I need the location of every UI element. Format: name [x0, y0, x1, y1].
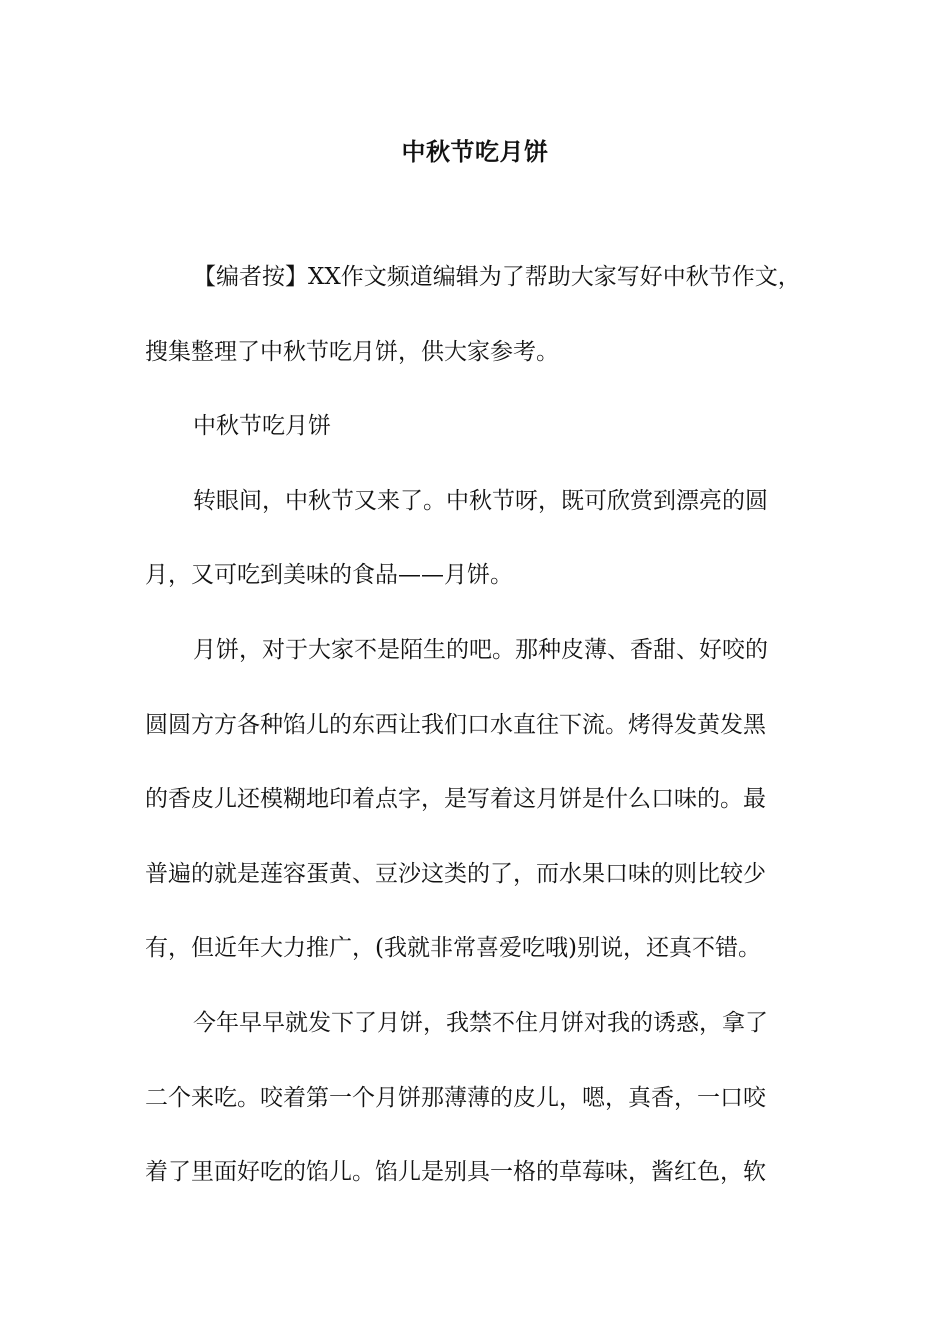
- text-line-p2-1: 月饼，对于大家不是陌生的吧。那种皮薄、香甜、好咬的: [193, 636, 768, 663]
- text-line-p2-4: 普遍的就是莲容蛋黄、豆沙这类的了，而水果口味的则比较少: [145, 860, 766, 887]
- text-line-editor-note-2: 搜集整理了中秋节吃月饼，供大家参考。: [145, 338, 559, 365]
- document-body: [145, 253, 810, 1223]
- text-line-p3-1: 今年早早就发下了月饼，我禁不住月饼对我的诱惑，拿了: [193, 1009, 768, 1036]
- text-line-p1-1: 转眼间，中秋节又来了。中秋节呀，既可欣赏到漂亮的圆: [193, 487, 768, 514]
- text-line-p3-3: 着了里面好吃的馅儿。馅儿是别具一格的草莓味，酱红色，软: [145, 1159, 766, 1186]
- text-line-p2-2: 圆圆方方各种馅儿的东西让我们口水直往下流。烤得发黄发黑: [145, 711, 766, 738]
- text-line-p3-2: 二个来吃。咬着第一个月饼那薄薄的皮儿，嗯，真香，一口咬: [145, 1084, 766, 1111]
- text-line-editor-note-1: 【编者按】XX作文频道编辑为了帮助大家写好中秋节作文，: [193, 264, 801, 290]
- text-line-p2-3: 的香皮儿还模糊地印着点字，是写着这月饼是什么口味的。最: [145, 786, 766, 813]
- text-line-p2-5: 有，但近年大力推广，(我就非常喜爱吃哦)别说，还真不错。: [145, 935, 761, 962]
- document-title: 中秋节吃月饼: [401, 137, 549, 166]
- text-line-p1-2: 月，又可吃到美味的食品——月饼。: [145, 562, 513, 589]
- text-line-subtitle: 中秋节吃月饼: [193, 413, 331, 440]
